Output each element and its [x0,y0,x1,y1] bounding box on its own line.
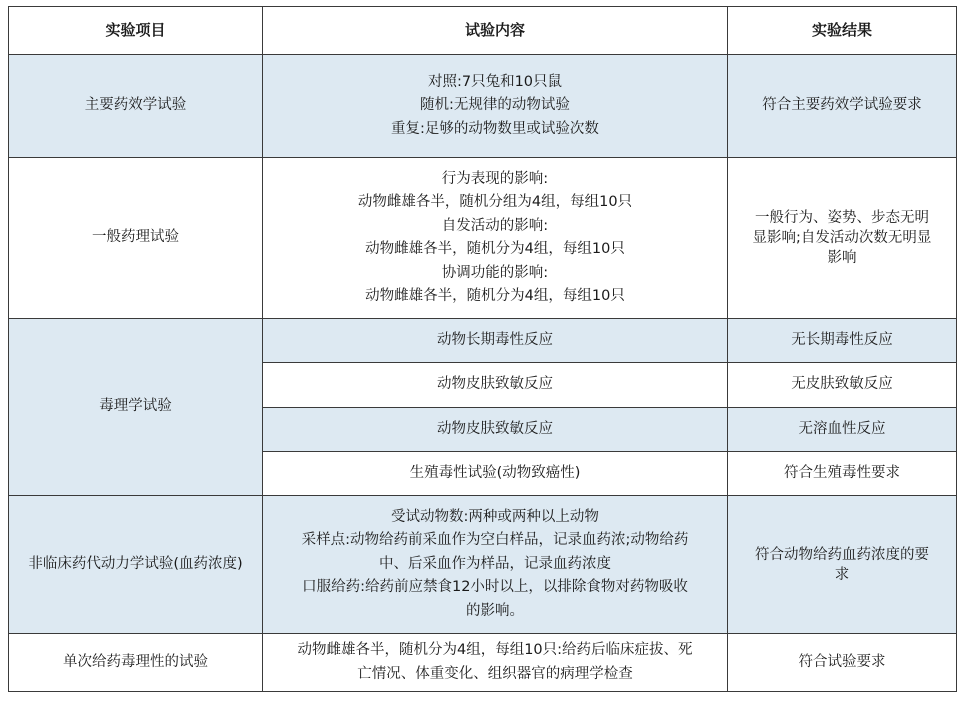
content-line: 动物雌雄各半，随机分为4组，每组10只:给药后临床症拔、死 [297,642,693,658]
table-row [9,158,957,319]
content-line: 口服给药:给药前应禁食12小时以上，以排除食物对药物吸收 [302,579,688,596]
row-item: 单次给药毒理性的试验 [9,634,263,692]
row-content: 生殖毒性试验(动物致癌性) [263,452,728,496]
content-line: 行为表现的影响: [441,170,549,187]
row-item: 非临床药代动力学试验(血药浓度) [9,496,263,634]
row-result: 符合试验要求 [728,634,957,692]
table-row [9,55,957,158]
header-row [9,7,957,55]
content-line: 的影响。 [466,602,524,619]
row-result [728,158,957,319]
content-line: 动物雌雄各半，随机分为4组，每组10只 [365,288,625,304]
table-row [9,319,957,363]
row-content: 动物皮肤致敏反应 [263,408,728,452]
content-line: 自发活动的影响: [441,217,549,234]
result-line: 影响 [827,250,857,266]
result-line: 符合动物给药血药浓度的要 [755,546,929,563]
row-content: 动物皮肤致敏反应 [263,363,728,408]
result-line: 显影响;自发活动次数无明显 [752,230,932,246]
content-line: 动物雌雄各半，随机分组为4组，每组10只 [357,194,633,210]
content-line: 协调功能的影响: [441,264,549,281]
row-item: 毒理学试验 [9,319,263,496]
row-result: 符合生殖毒性要求 [728,452,957,496]
row-item: 主要药效学试验 [9,55,263,158]
table-row [9,634,957,692]
row-result: 符合主要药效学试验要求 [728,55,957,158]
row-content [263,634,728,692]
row-item: 一般药理试验 [9,158,263,319]
result-line: 求 [834,566,850,583]
row-result: 无溶血性反应 [728,408,957,452]
table-row [9,496,957,634]
content-line: 重复:足够的动物数里或试验次数 [391,120,599,137]
content-line: 受试动物数:两种或两种以上动物 [391,508,599,525]
content-line: 采样点:动物给药前采血作为空白样品，记录血药浓;动物给药 [301,532,689,549]
content-line: 对照:7只兔和10只鼠 [427,73,563,90]
content-line: 随机:无规律的动物试验 [420,97,570,114]
row-result: 无长期毒性反应 [728,319,957,363]
content-line: 中、后采血作为样品，记录血药浓度 [379,555,611,572]
header-content: 试验内容 [263,7,728,55]
row-content: 动物长期毒性反应 [263,319,728,363]
header-item: 实验项目 [9,7,263,55]
row-content [263,496,728,634]
row-content [263,55,728,158]
header-result: 实验结果 [728,7,957,55]
content-line: 亡情况、体重变化、组织器官的病理学检查 [357,665,633,682]
content-line: 动物雌雄各半，随机分为4组，每组10只 [365,241,625,257]
row-content [263,158,728,319]
row-result: 无皮肤致敏反应 [728,363,957,408]
experiment-table [8,6,957,692]
row-result [728,496,957,634]
result-line: 一般行为、姿势、步态无明 [755,210,929,226]
